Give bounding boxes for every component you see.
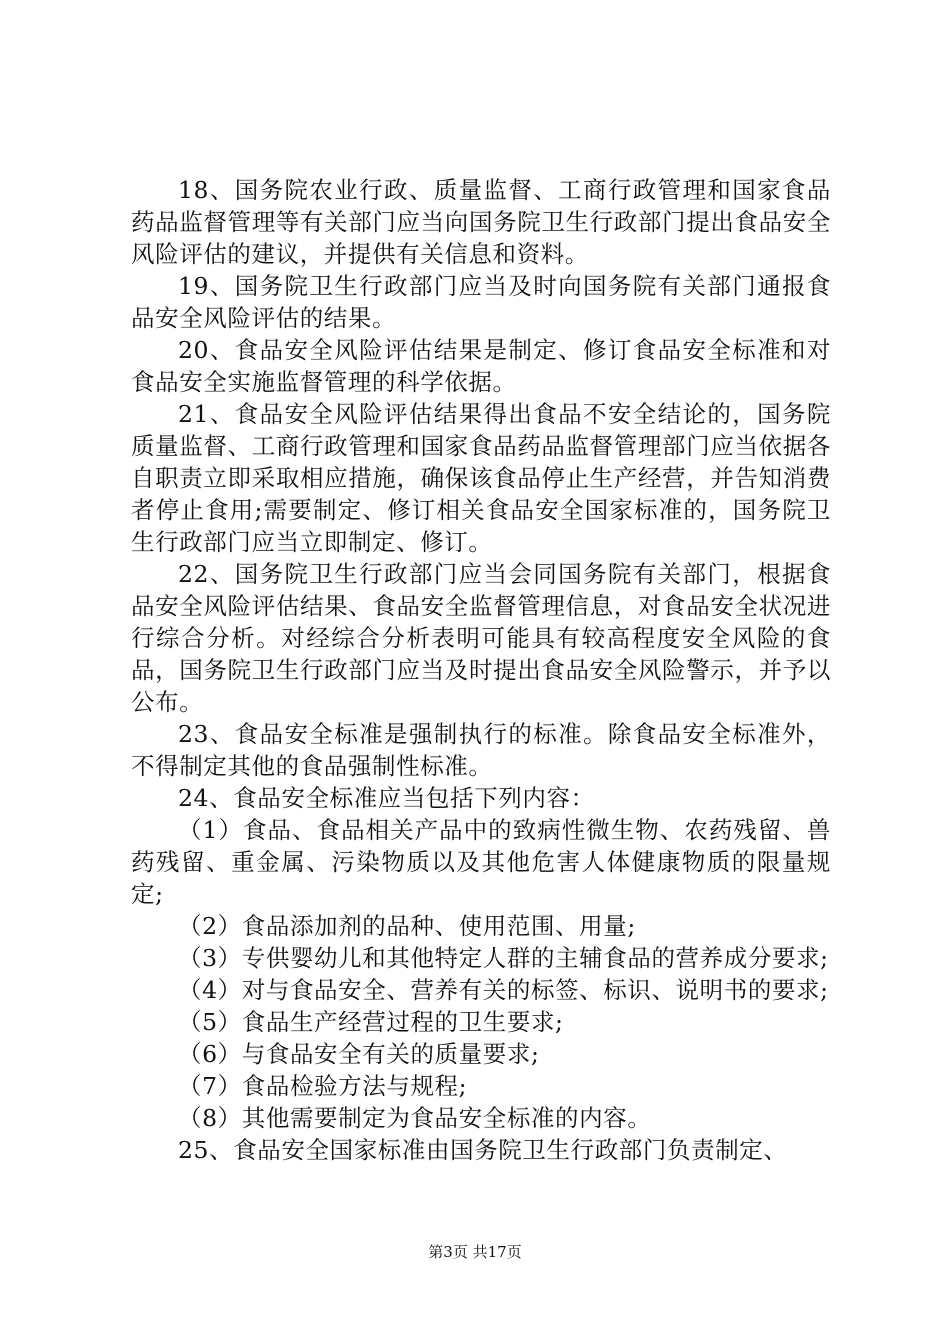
paragraph-25: 25、食品安全国家标准由国务院卫生行政部门负责制定、 <box>178 1136 788 1164</box>
list-item-7: （7）食品检验方法与规程; <box>178 1072 468 1100</box>
list-item-4: （4）对与食品安全、营养有关的标签、标识、说明书的要求; <box>178 976 829 1004</box>
list-item-1: （1）食品、食品相关产品中的致病性微生物、农药残留、兽药残留、重金属、污染物质以及其他危害人体健康物质的限量规定; <box>131 816 831 908</box>
list-item-5: （5）食品生产经营过程的卫生要求; <box>178 1008 564 1036</box>
paragraph-21: 21、食品安全风险评估结果得出食品不安全结论的，国务院质量监督、工商行政管理和国家食品药品监督管理部门应当依据各自职责立即采取相应措施，确保该食品停止生产经营，并告知消费者停止食用;需要制定、修订相关食品安全国家标准的，国务院卫生行政部门应当立即制定、修订。 <box>131 400 831 556</box>
paragraph-23: 23、食品安全标准是强制执行的标准。除食品安全标准外，不得制定其他的食品强制性标准。 <box>131 720 831 780</box>
paragraph-20: 20、食品安全风险评估结果是制定、修订食品安全标准和对食品安全实施监督管理的科学依据。 <box>131 336 831 396</box>
page-number: 第3页 共17页 <box>428 1243 522 1261</box>
paragraph-22: 22、国务院卫生行政部门应当会同国务院有关部门，根据食品安全风险评估结果、食品安全监督管理信息，对食品安全状况进行综合分析。对经综合分析表明可能具有较高程度安全风险的食品，国务院卫生行政部门应当及时提出食品安全风险警示，并予以公布。 <box>131 560 831 716</box>
paragraph-24: 24、食品安全标准应当包括下列内容： <box>178 784 595 812</box>
list-item-8: （8）其他需要制定为食品安全标准的内容。 <box>178 1104 652 1132</box>
list-item-2: （2）食品添加剂的品种、使用范围、用量; <box>178 912 636 940</box>
document-body <box>131 174 831 1166</box>
list-item-6: （6）与食品安全有关的质量要求; <box>178 1040 540 1068</box>
paragraph-18: 18、国务院农业行政、质量监督、工商行政管理和国家食品药品监督管理等有关部门应当向国务院卫生行政部门提出食品安全风险评估的建议，并提供有关信息和资料。 <box>131 176 831 268</box>
paragraph-19: 19、国务院卫生行政部门应当及时向国务院有关部门通报食品安全风险评估的结果。 <box>131 272 831 332</box>
list-item-3: （3）专供婴幼儿和其他特定人群的主辅食品的营养成分要求; <box>178 944 829 972</box>
